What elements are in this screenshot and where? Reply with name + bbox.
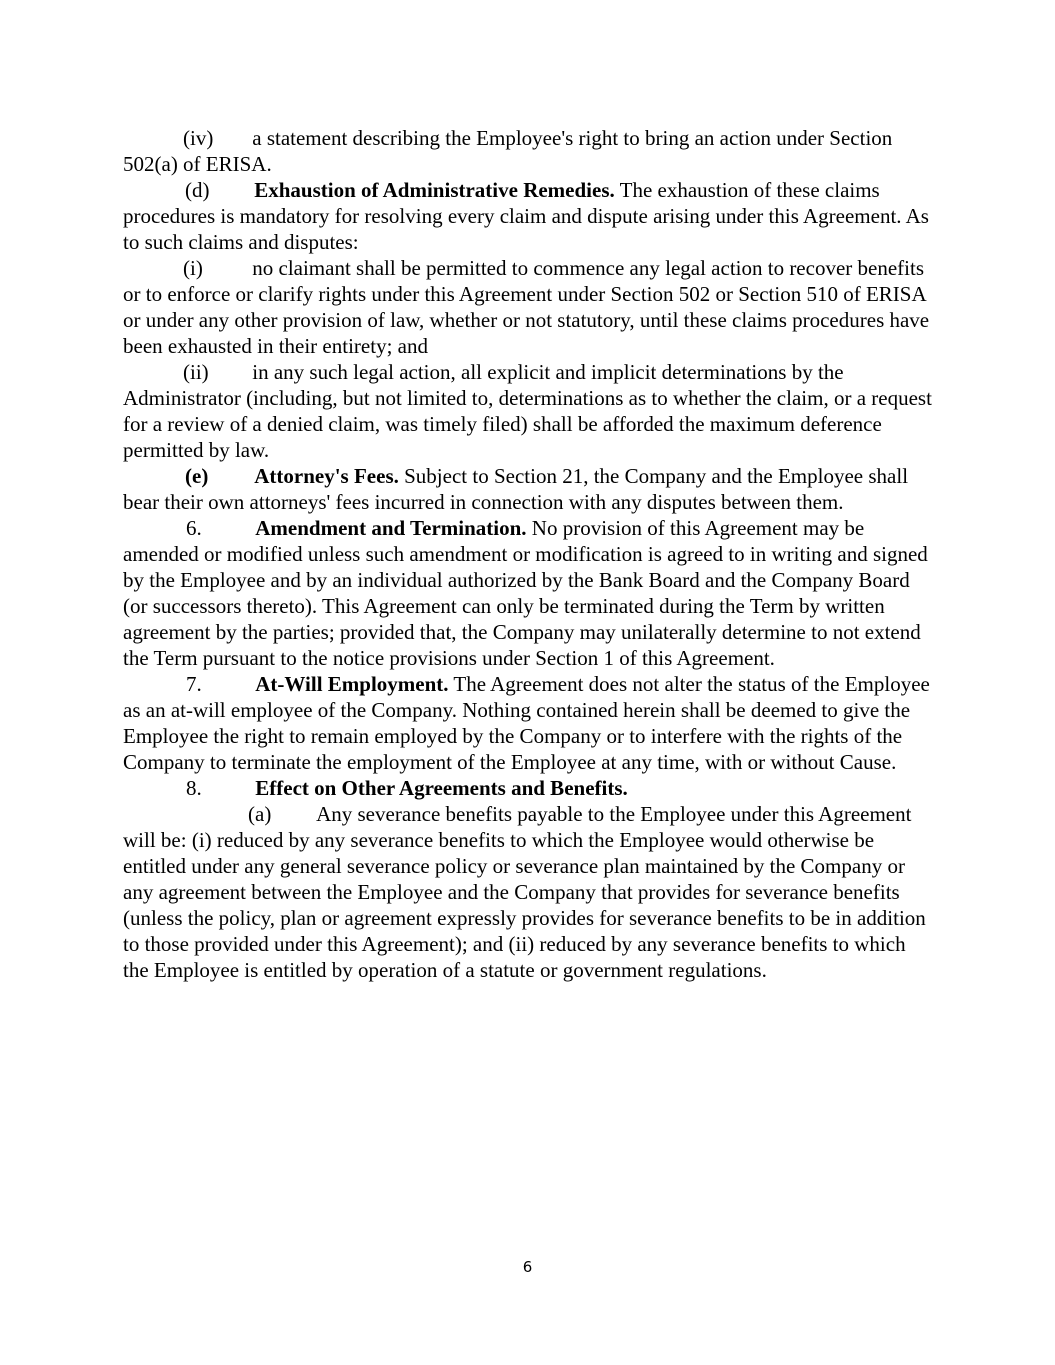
paragraph-a [123,801,935,983]
paragraph-text: No provision of this Agreement may be amended or modified unless such amendment or modification is agreed to in writing and signed by the Employee and by an individual authorized by the Bank Board and the Company Board (or successors thereto). This Agreement can only be terminated during the Term by written agreement by the parties; provided that, the Company may unilaterally determine to not extend the Term pursuant to the notice provisions under Section 1 of this Agreement. [123,516,928,670]
paragraph-text: no claimant shall be permitted to commence any legal action to recover benefits or to enforce or clarify rights under this Agreement under Section 502 or Section 510 of ERISA or under any other provision of law, whether or not statutory, until these claims procedures have been exhausted in their entirety; and [123,256,930,358]
paragraph-text: The Agreement does not alter the status of the Employee as an at-will employee of the Company. Nothing contained herein shall be deemed to give the Employee the right to remain employed by the Company or to interfere with the rights of the Company to terminate the employment of the Employee at any time, with or without Cause. [123,672,930,774]
section-8 [123,775,935,801]
list-marker: 7. [186,672,202,696]
section-heading: Amendment and Termination. [255,516,527,540]
list-marker: 8. [186,776,202,800]
paragraph-text: Any severance benefits payable to the Employee under this Agreement will be: (i) reduced by any severance benefits to which the Employee would otherwise be entitled under any general severance policy or severance plan maintained by the Company or any agreement between the Employee and the Company that provides for severance benefits (unless the policy, plan or agreement expressly provides for severance benefits to be in addition to those provided under this Agreement); and (ii) reduced by any severance benefits to which the Employee is entitled by operation of a statute or government regulations. [123,802,926,982]
section-heading: Effect on Other Agreements and Benefits. [255,776,628,800]
list-marker: (ii) [183,360,209,384]
paragraph-iv [123,125,935,177]
paragraph-text: a statement describing the Employee's right to bring an action under Section 502(a) of ERISA. [123,126,893,176]
paragraph-text: Subject to Section 21, the Company and the Employee shall bear their own attorneys' fees incurred in connection with any disputes between them. [123,464,909,514]
paragraph-ii [123,359,935,463]
list-marker: (i) [183,256,203,280]
list-marker: (d) [185,178,210,202]
paragraph-d [123,177,935,255]
list-marker: 6. [186,516,202,540]
paragraph-text: The exhaustion of these claims procedures is mandatory for resolving every claim and dispute arising under this Agreement. As to such claims and disputes: [123,178,929,254]
list-marker: (e) [185,464,209,488]
section-6 [123,515,935,671]
section-heading: Exhaustion of Administrative Remedies. [254,178,615,202]
paragraph-e [123,463,935,515]
section-7 [123,671,935,775]
page-number: 6 [522,1258,533,1276]
list-marker: (iv) [183,126,214,150]
paragraph-text: in any such legal action, all explicit and implicit determinations by the Administrator (including, but not limited to, determinations as to whether the claim, or a request for a review of a denied claim, was timely filed) shall be afforded the maximum deference permitted by law. [123,360,932,462]
section-heading: Attorney's Fees. [254,464,399,488]
paragraph-i [123,255,935,359]
section-heading: At-Will Employment. [255,672,449,696]
list-marker: (a) [248,802,272,826]
